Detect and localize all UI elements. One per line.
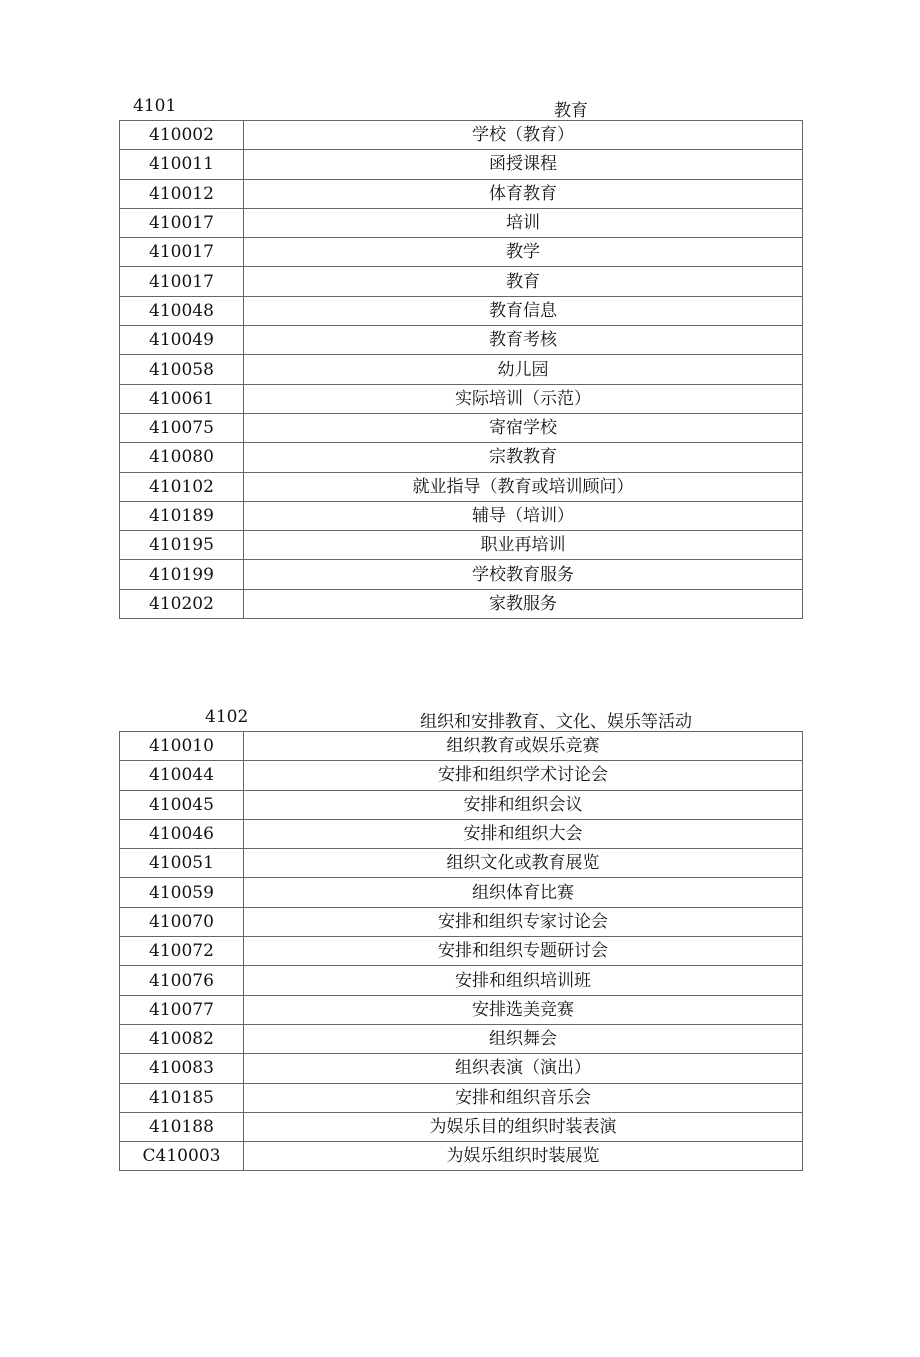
item-name: 安排和组织专题研讨会 (244, 937, 803, 966)
table-row (120, 1112, 803, 1141)
table-row (120, 208, 803, 237)
item-name: 就业指导（教育或培训顾问） (244, 472, 803, 501)
item-code: 410044 (120, 761, 244, 790)
table-row (120, 790, 803, 819)
table-row (120, 355, 803, 384)
item-code: 410061 (120, 384, 244, 413)
item-code: 410080 (120, 443, 244, 472)
item-name: 辅导（培训） (244, 501, 803, 530)
table-row (120, 179, 803, 208)
item-name: 为娱乐组织时装展览 (244, 1142, 803, 1171)
table-row (120, 238, 803, 267)
item-code: 410185 (120, 1083, 244, 1112)
item-code: 410017 (120, 238, 244, 267)
item-name: 体育教育 (244, 179, 803, 208)
item-name: 安排和组织大会 (244, 819, 803, 848)
section-code: 4101 (133, 96, 177, 116)
table-row (120, 849, 803, 878)
item-name: 学校教育服务 (244, 560, 803, 589)
table-row (120, 1024, 803, 1053)
item-name: 安排和组织学术讨论会 (244, 761, 803, 790)
code-table-body (120, 121, 803, 619)
section-header (119, 703, 802, 731)
item-name: 组织体育比赛 (244, 878, 803, 907)
item-name: 教育信息 (244, 296, 803, 325)
table-row (120, 937, 803, 966)
item-code: 410202 (120, 589, 244, 618)
table-row (120, 384, 803, 413)
section-4101 (119, 92, 802, 619)
item-code: 410058 (120, 355, 244, 384)
code-table-body (120, 732, 803, 1171)
table-row (120, 150, 803, 179)
item-code: 410082 (120, 1024, 244, 1053)
table-row (120, 121, 803, 150)
table-row (120, 267, 803, 296)
item-name: 家教服务 (244, 589, 803, 618)
table-row (120, 761, 803, 790)
item-code: 410083 (120, 1054, 244, 1083)
section-4102 (119, 703, 802, 1171)
section-title: 组织和安排教育、文化、娱乐等活动 (420, 712, 692, 732)
table-row (120, 1083, 803, 1112)
table-row (120, 732, 803, 761)
table-row (120, 560, 803, 589)
item-code: 410017 (120, 208, 244, 237)
table-row (120, 472, 803, 501)
item-code: 410046 (120, 819, 244, 848)
table-row (120, 296, 803, 325)
item-name: 教学 (244, 238, 803, 267)
item-code: 410070 (120, 907, 244, 936)
item-name: 宗教教育 (244, 443, 803, 472)
item-name: 安排和组织音乐会 (244, 1083, 803, 1112)
table-row (120, 1142, 803, 1171)
item-name: 培训 (244, 208, 803, 237)
item-code: 410010 (120, 732, 244, 761)
item-name: 寄宿学校 (244, 413, 803, 442)
item-name: 函授课程 (244, 150, 803, 179)
table-row (120, 326, 803, 355)
item-code: 410049 (120, 326, 244, 355)
item-code: 410188 (120, 1112, 244, 1141)
item-name: 安排和组织培训班 (244, 966, 803, 995)
item-code: 410199 (120, 560, 244, 589)
item-name: 组织舞会 (244, 1024, 803, 1053)
item-code: 410011 (120, 150, 244, 179)
item-name: 安排和组织会议 (244, 790, 803, 819)
table-row (120, 589, 803, 618)
item-code: 410051 (120, 849, 244, 878)
item-name: 安排和组织专家讨论会 (244, 907, 803, 936)
item-code: 410059 (120, 878, 244, 907)
item-code: 410195 (120, 531, 244, 560)
table-row (120, 995, 803, 1024)
item-name: 为娱乐目的组织时装表演 (244, 1112, 803, 1141)
table-row (120, 966, 803, 995)
item-name: 职业再培训 (244, 531, 803, 560)
item-code: 410102 (120, 472, 244, 501)
code-table (119, 120, 803, 619)
table-row (120, 1054, 803, 1083)
item-code: 410012 (120, 179, 244, 208)
item-name: 学校（教育） (244, 121, 803, 150)
item-code: 410045 (120, 790, 244, 819)
item-name: 组织文化或教育展览 (244, 849, 803, 878)
section-header (119, 92, 802, 120)
item-code: 410189 (120, 501, 244, 530)
table-row (120, 907, 803, 936)
item-name: 安排选美竞赛 (244, 995, 803, 1024)
item-code: 410002 (120, 121, 244, 150)
table-row (120, 531, 803, 560)
item-code: C410003 (120, 1142, 244, 1171)
table-row (120, 878, 803, 907)
table-row (120, 819, 803, 848)
table-row (120, 501, 803, 530)
item-name: 组织表演（演出） (244, 1054, 803, 1083)
item-code: 410075 (120, 413, 244, 442)
item-code: 410077 (120, 995, 244, 1024)
section-code: 4102 (205, 707, 249, 727)
item-name: 实际培训（示范） (244, 384, 803, 413)
item-code: 410017 (120, 267, 244, 296)
code-table (119, 731, 803, 1171)
item-name: 教育考核 (244, 326, 803, 355)
item-code: 410048 (120, 296, 244, 325)
item-name: 教育 (244, 267, 803, 296)
item-name: 幼儿园 (244, 355, 803, 384)
section-title: 教育 (554, 101, 588, 121)
table-row (120, 413, 803, 442)
table-row (120, 443, 803, 472)
item-name: 组织教育或娱乐竞赛 (244, 732, 803, 761)
item-code: 410076 (120, 966, 244, 995)
item-code: 410072 (120, 937, 244, 966)
